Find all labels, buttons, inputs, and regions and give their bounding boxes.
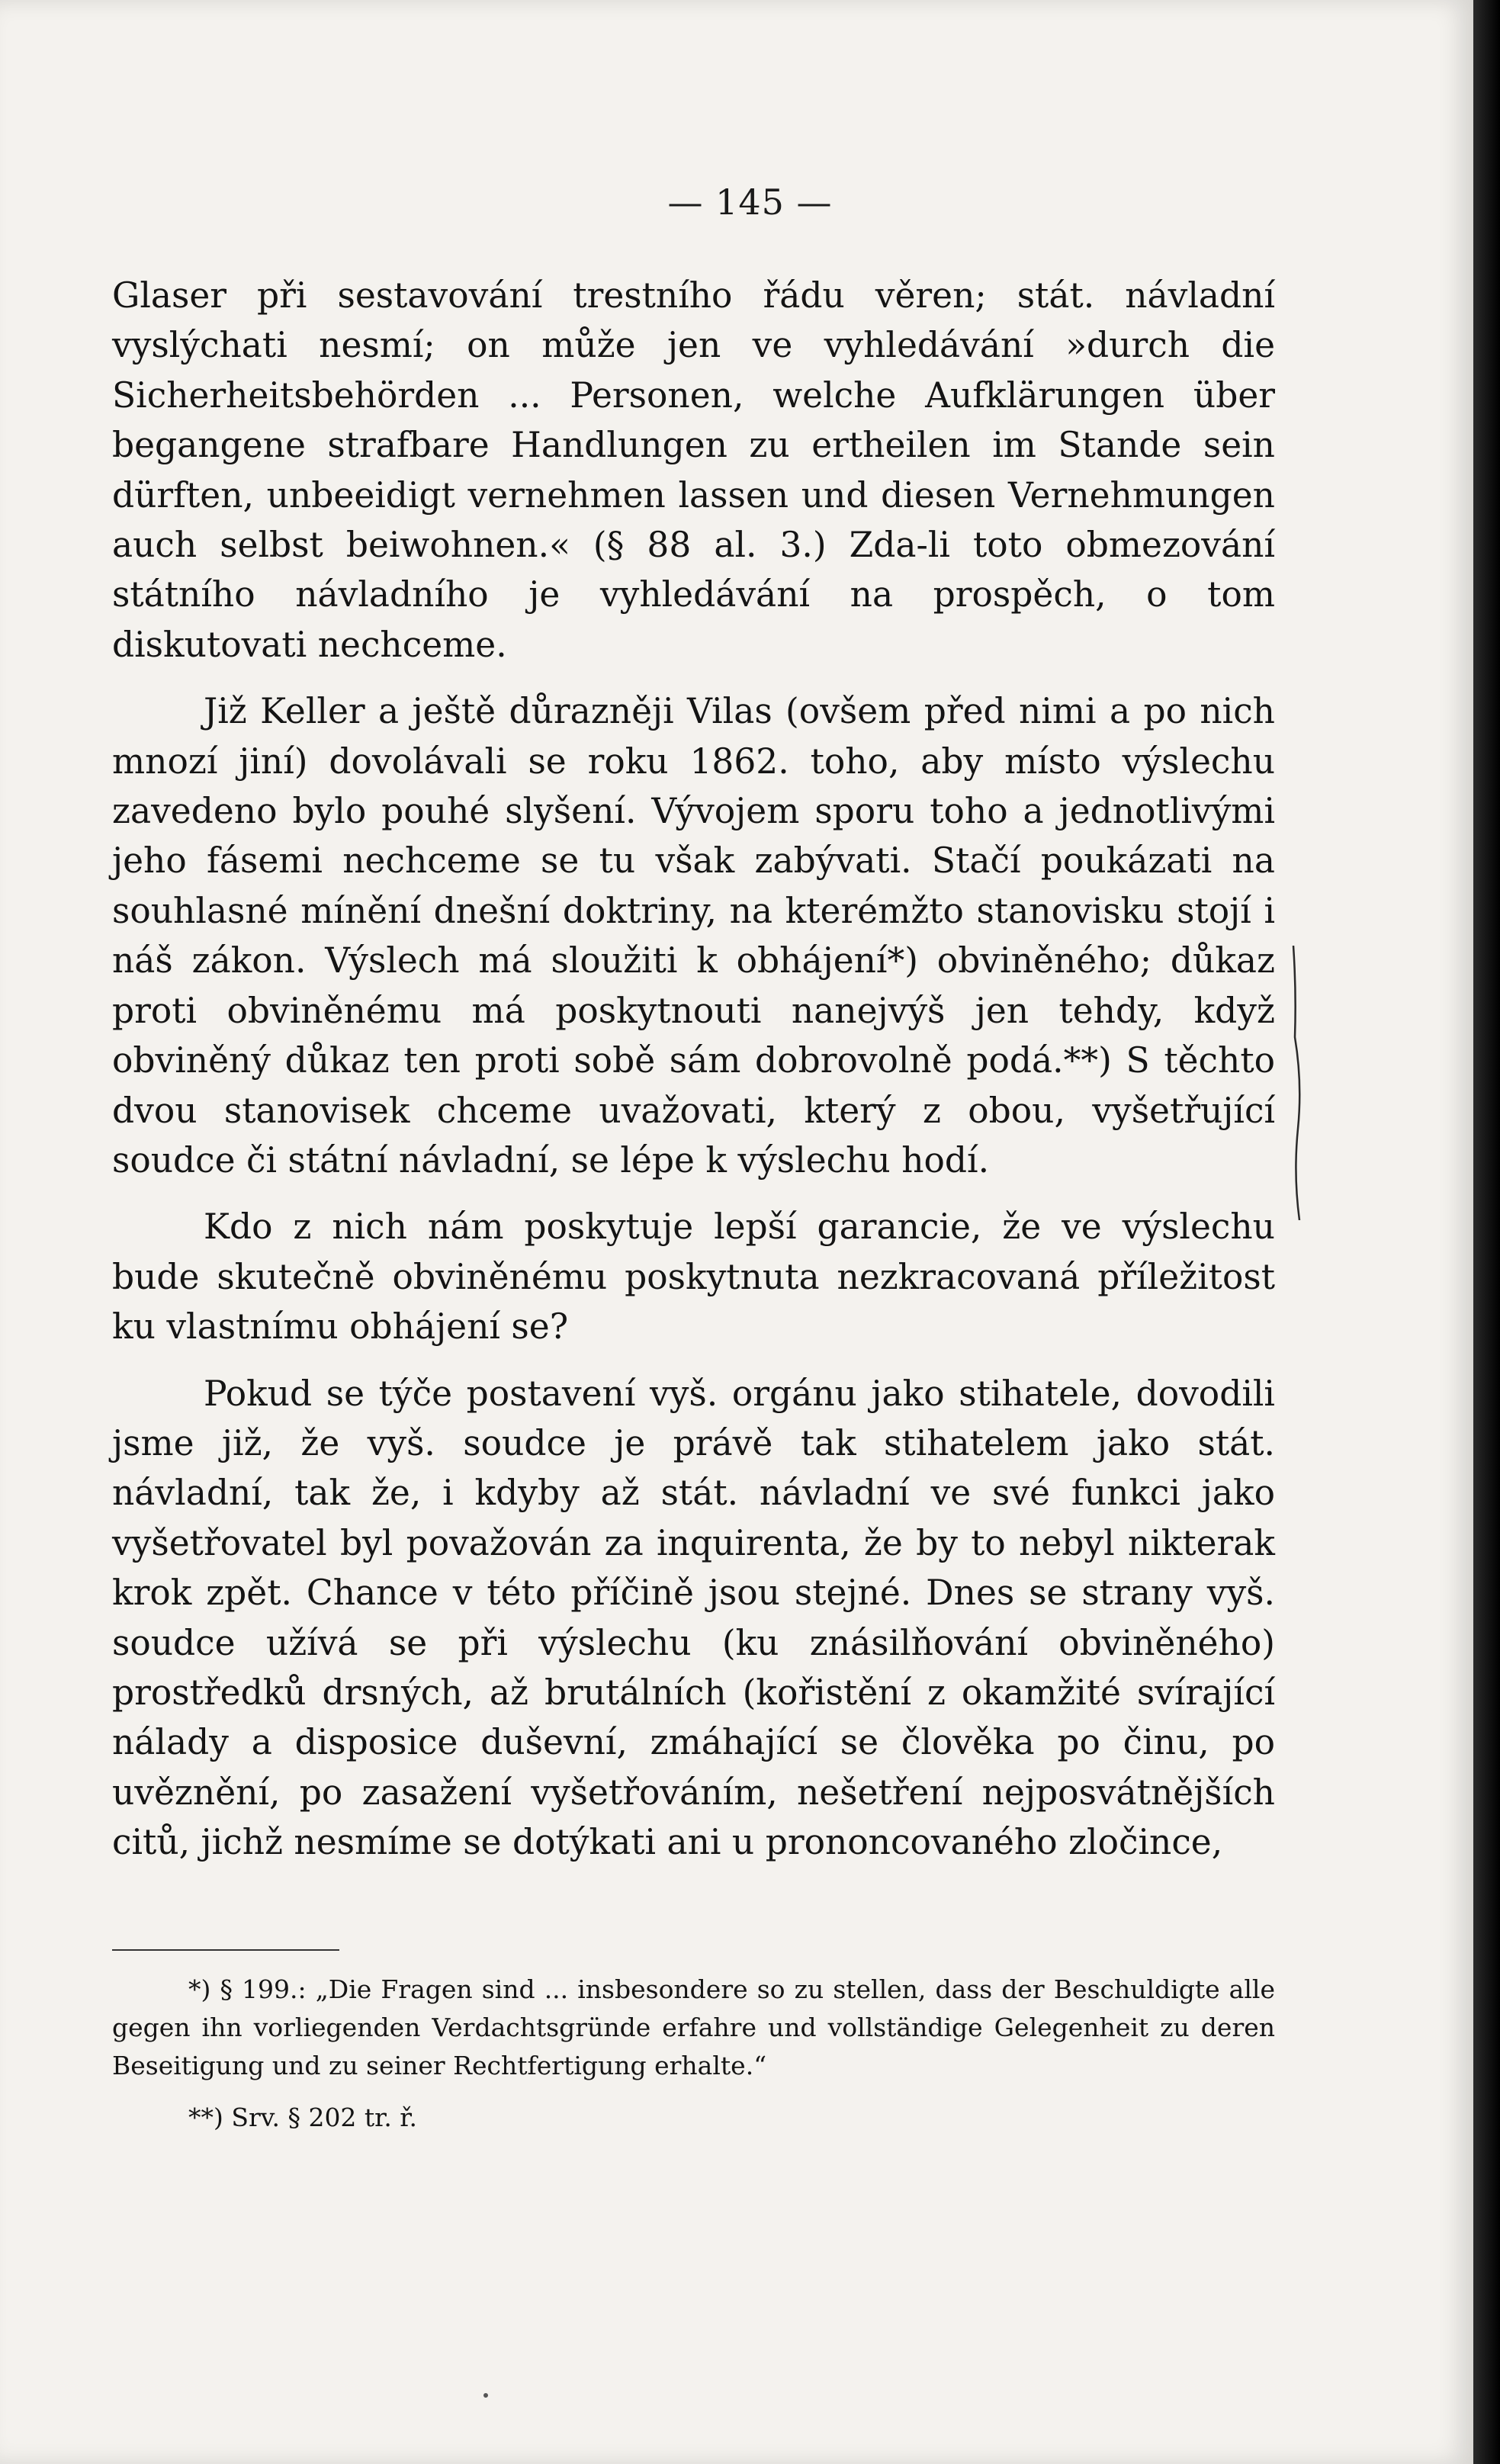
paper-speck (483, 2393, 488, 2398)
body-text (112, 271, 1275, 1868)
footnote-rule (112, 1949, 339, 1951)
footnote-2: **) Srv. § 202 tr. ř. (188, 2103, 417, 2132)
footnote-1: *) § 199.: „Die Fragen sind ... insbesondere so zu stellen, dass der Beschuldigte alle gegen ihn vorliegenden Verdachtsgründe erfahre und vollständige Gelegenheit zu deren Beseitigung und zu seiner Rechtfertigung erhalte.“ (112, 1974, 1275, 2080)
margin-pencil-mark (1289, 946, 1312, 1220)
page-number: — 145 — (667, 182, 833, 223)
paragraph-4: Pokud se týče postavení vyš. orgánu jako stihatele, dovodili jsme již, že vyš. soudce je právě tak stihatelem jako stát. návladní, tak že, i kdyby až stát. návladní ve své funkci jako vyšetřovatel byl považován za inquirenta, že by to nebyl nikterak krok zpět. Chance v této příčině jsou stejné. Dnes se strany vyš. soudce užívá se při výslechu (ku znásilňování obviněného) prostředků drsných, až brutálních (kořistění z okamžité svírající nálady a disposice duševní, zmáhající se člověka po činu, po uvěznění, po zasažení vyšetřováním, nešetření nejposvátnějších citů, jichž nesmíme se dotýkati ani u prononcovaného zločince, (112, 1373, 1275, 1863)
paragraph-3: Kdo z nich nám poskytuje lepší garancie, že ve výslechu bude skutečně obviněnému poskytnuta nezkracovaná příležitost ku vlastnímu obhájení se? (112, 1206, 1275, 1348)
scan-edge (1473, 0, 1500, 2464)
footnotes (112, 1971, 1275, 2137)
paragraph-1: Glaser při sestavování trestního řádu věren; stát. návladní vyslýchati nesmí; on může jen ve vyhledávání »durch die Sicherheitsbehörden ... Personen, welche Aufklärungen über begangene strafbare Handlungen zu ertheilen im Stande sein dürften, unbeeidigt vernehmen lassen und diesen Vernehmungen auch selbst beiwohnen.« (§ 88 al. 3.) Zda-li toto obmezování státního návladního je vyhledávání na prospěch, o tom diskutovati nechceme. (112, 275, 1275, 665)
paragraph-2: Již Keller a ještě důrazněji Vilas (ovšem před nimi a po nich mnozí jiní) dovolávali se roku 1862. toho, aby místo výslechu zavedeno bylo pouhé slyšení. Vývojem sporu toho a jednotlivými jeho fásemi nechceme se tu však zabývati. Stačí poukázati na souhlasné mínění dnešní doktriny, na kterémžto stanovisku stojí i náš zákon. Výslech má sloužiti k obhájení*) obviněného; důkaz proti obviněnému má poskytnouti nanejvýš jen tehdy, když obviněný důkaz ten proti sobě sám dobrovolně podá.**) S těchto dvou stanovisek chceme uvažovati, který z obou, vyšetřující soudce či státní návladní, se lépe k výslechu hodí. (112, 691, 1275, 1181)
